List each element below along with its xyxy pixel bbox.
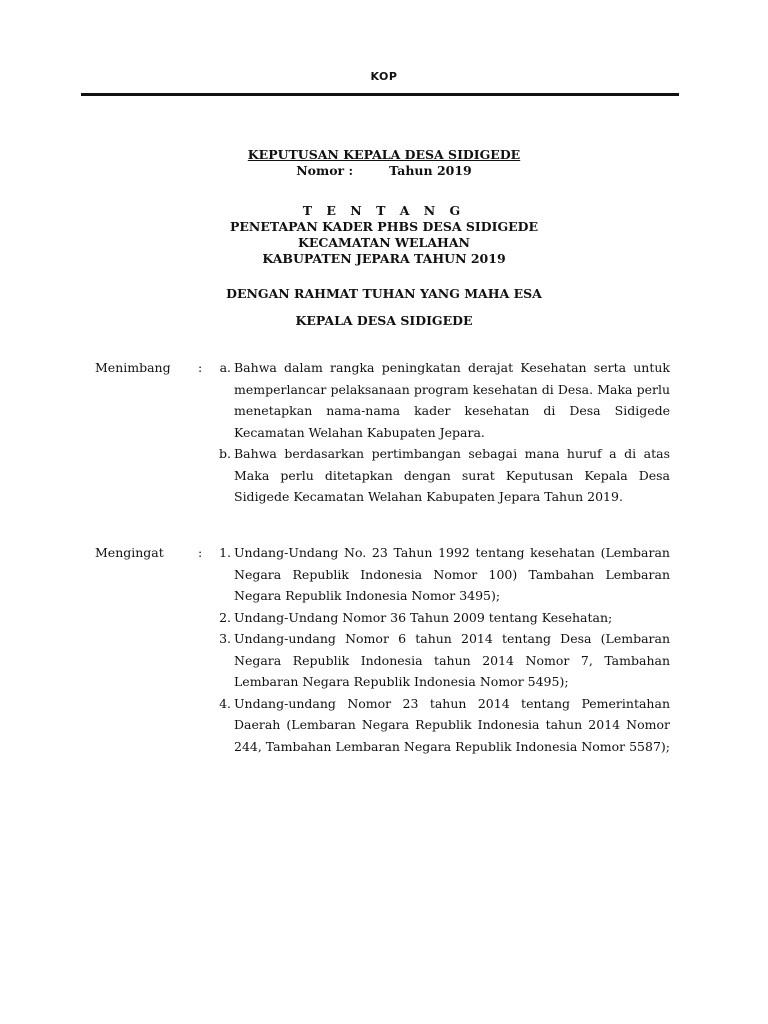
item-marker: a. (219, 360, 231, 375)
document-title (0, 147, 768, 179)
tentang-block (0, 203, 768, 267)
list-item (214, 443, 670, 508)
kop-header: KOP (370, 70, 398, 83)
item-text: Bahwa berdasarkan pertimbangan sebagai mana huruf a di atas Maka perlu ditetapkan dengan surat Keputusan Kepala Desa Sidigede Kecamatan Welahan Kabupaten Jepara Tahun 2019. (234, 446, 670, 504)
tentang-line-2: KECAMATAN WELAHAN (298, 235, 470, 250)
list-item (214, 357, 670, 443)
item-marker: 2. (219, 609, 231, 625)
item-marker: 4. (219, 695, 231, 711)
menimbang-colon: : (198, 360, 203, 375)
rahmat-line: DENGAN RAHMAT TUHAN YANG MAHA ESA (226, 286, 542, 301)
list-item (214, 628, 670, 693)
list-item (214, 607, 670, 629)
kepala-line: KEPALA DESA SIDIGEDE (295, 313, 473, 328)
tentang-line-1: PENETAPAN KADER PHBS DESA SIDIGEDE (229, 219, 539, 234)
item-text: Undang-Undang No. 23 Tahun 1992 tentang kesehatan (Lembaran Negara Republik Indonesia Nomor 100) Tambahan Lembaran Negara Republik Indonesia Nomor 3495); (234, 545, 670, 603)
list-item (214, 542, 670, 607)
title-line: KEPUTUSAN KEPALA DESA SIDIGEDE (247, 147, 521, 162)
menimbang-section (95, 357, 670, 508)
item-text: Undang-Undang Nomor 36 Tahun 2009 tentang Kesehatan; (234, 609, 613, 625)
mengingat-section (95, 542, 670, 757)
tahun-label: Tahun 2019 (389, 163, 472, 178)
nomor-row (0, 163, 768, 179)
item-text: Undang-undang Nomor 23 tahun 2014 tentang Pemerintahan Daerah (Lembaran Negara Republik Indonesia tahun 2014 Nomor 244, Tambahan Lembaran Negara Republik Indonesia Nomor 5587); (234, 695, 671, 754)
mengingat-colon: : (198, 545, 203, 560)
tentang-heading: T E N T A N G (302, 203, 466, 218)
item-marker: 1. (219, 545, 231, 560)
tentang-line-3: KABUPATEN JEPARA TAHUN 2019 (262, 251, 506, 266)
item-marker: b. (219, 446, 231, 461)
item-marker: 3. (219, 631, 231, 646)
list-item (214, 693, 670, 758)
menimbang-label: Menimbang (95, 360, 171, 375)
mengingat-label: Mengingat (95, 545, 164, 560)
item-text: Undang-undang Nomor 6 tahun 2014 tentang Desa (Lembaran Negara Republik Indonesia tahun 2014 Nomor 7, Tambahan Lembaran Negara Republik Indonesia Nomor 5495); (234, 631, 670, 689)
header-divider (81, 93, 679, 96)
item-text: Bahwa dalam rangka peningkatan derajat Kesehatan serta untuk memperlancar pelaksanaan program kesehatan di Desa. Maka perlu menetapkan nama-nama kader kesehatan di Desa Sidigede Kecamatan Welahan Kabupaten Jepara. (234, 360, 670, 440)
nomor-label: Nomor : (296, 163, 354, 178)
